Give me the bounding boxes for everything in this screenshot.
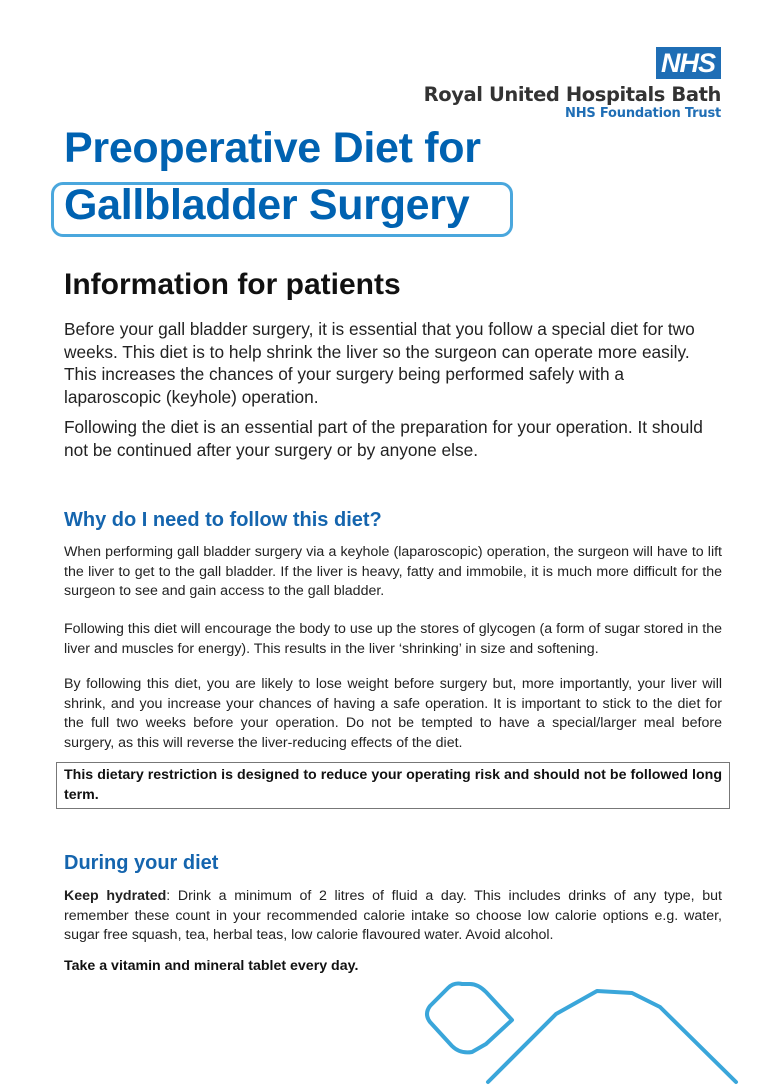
why-paragraph-2: Following this diet will encourage the body to use up the stores of glycogen (a form of sugar stored in the liver and muscles for energy). This results in the liver ‘shrinking’ in size and softening. [64, 621, 722, 657]
intro-paragraph: Before your gall bladder surgery, it is essential that you follow a special diet for two weeks. This diet is to help shrink the liver so the surgeon can operate more easily. This increases the chances of your surgery being performed safely with a laparoscopic (keyhole) operation. [64, 319, 695, 407]
nhs-logo-block [424, 47, 721, 121]
page-title-line2: Gallbladder Surgery [64, 181, 470, 229]
why-paragraph [64, 620, 722, 659]
vitamin-note: Take a vitamin and mineral tablet every day. [64, 958, 359, 974]
organisation-name: Royal United Hospitals Bath [423, 83, 721, 106]
trust-name: NHS Foundation Trust [565, 106, 721, 121]
hydrate-paragraph [64, 887, 722, 946]
section-heading-information: Information for patients [64, 268, 401, 301]
intro-section [64, 318, 714, 469]
intro-paragraph: Following the diet is an essential part of the preparation for your operation. It should not be continued after your surgery or by anyone else. [64, 417, 703, 460]
why-paragraph-3: By following this diet, you are likely to lose weight before surgery but, more importantly, your liver will shrink, and you increase your chances of having a safe operation. It is important to stick to the diet for the full two weeks before your operation. Do not be tempted to have a special/larger meal before surgery, as this will reverse the liver-reducing effects of the diet. [64, 676, 722, 751]
hydrate-text: : Drink a minimum of 2 litres of fluid a day. This includes drinks of any type, but remember these count in your recommended calorie intake so choose low calorie options e.g. water, sugar free squash, tea, herbal teas, low calorie flavoured water. Avoid alcohol. [64, 888, 722, 943]
page-title-line1: Preoperative Diet for [64, 124, 481, 172]
why-paragraph-1: When performing gall bladder surgery via a keyhole (laparoscopic) operation, the surgeon will have to lift the liver to get to the gall bladder. If the liver is heavy, fatty and immobile, it is much more difficult for the surgeon to see and gain access to the gall bladder. [64, 544, 722, 599]
notice-box: This dietary restriction is designed to reduce your operating risk and should not be followed long term. [56, 762, 730, 809]
why-paragraph [64, 543, 722, 602]
section-heading-during: During your diet [64, 852, 219, 874]
wave-line-decoration-icon [400, 960, 768, 1086]
hydrate-label: Keep hydrated [64, 888, 167, 904]
nhs-logo: NHS [656, 47, 721, 79]
section-heading-why: Why do I need to follow this diet? [64, 509, 382, 531]
why-paragraph [64, 675, 722, 753]
